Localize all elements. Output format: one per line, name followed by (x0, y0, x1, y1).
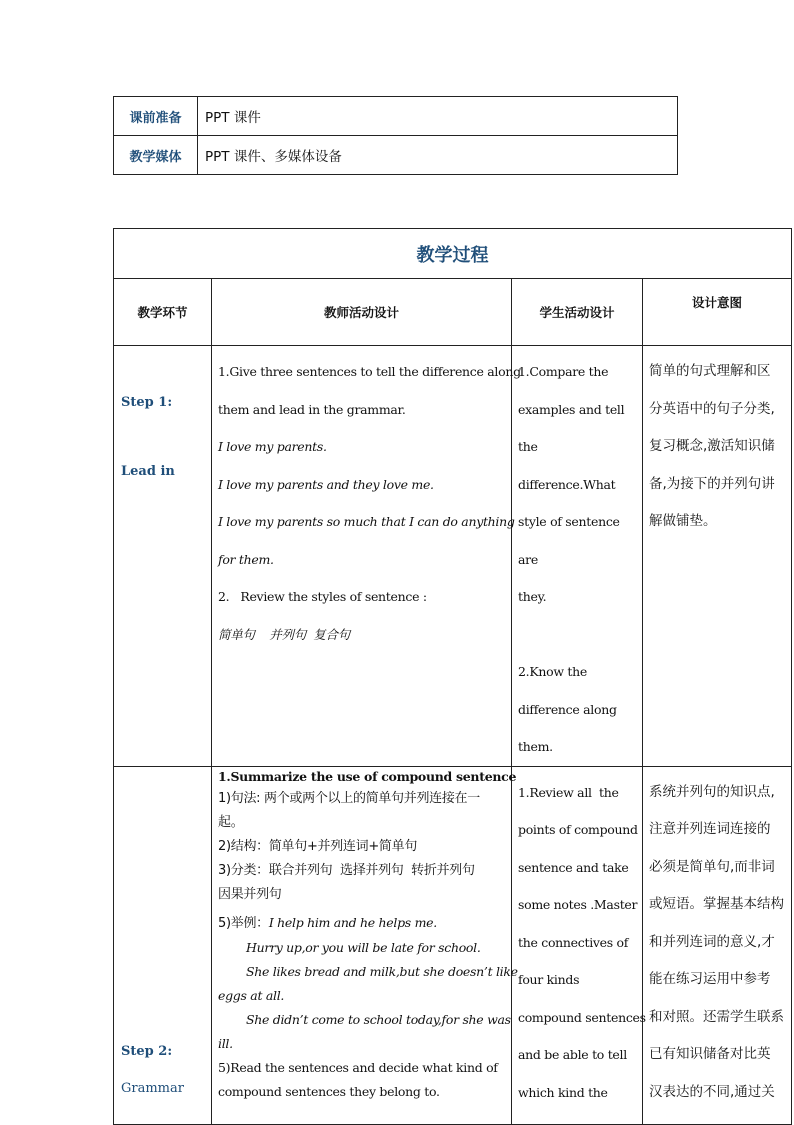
step1-intent-line: 简单的句式理解和区 (649, 363, 771, 379)
step2-intent-line: 系统并列句的知识点, (649, 783, 775, 800)
step1-teacher-line: them and lead in the grammar. (218, 401, 406, 417)
header-teacher: 教师活动设计 (212, 279, 512, 346)
step2-intent-line: 和并列连词的意义,才 (649, 933, 775, 950)
step1-student-line: examples and tell (518, 401, 625, 417)
step1-intent-line: 备,为接下的并列句讲 (649, 475, 775, 492)
step2-intent-line: 和对照。还需学生联系 (649, 1008, 784, 1025)
step1-teacher-line: 1.Give three sentences to tell the difference along (218, 364, 521, 379)
process-title: 教学过程 (114, 229, 792, 279)
step2-teacher-line: 1)句法: 两个或两个以上的简单句并列连接在一 (218, 790, 480, 806)
step2-intent-line: 必须是简单句,而非词 (649, 858, 775, 875)
media-value: PPT 课件、多媒体设备 (198, 136, 678, 175)
step2-student-line: points of compound (518, 822, 638, 837)
example-sentence: She didn’t come to school today,for she was (246, 1011, 511, 1027)
prep-table (113, 96, 678, 175)
step1-name: Lead in (121, 464, 175, 479)
step2-student-line: four kinds (518, 972, 580, 987)
step2-intent-cell (643, 766, 792, 1124)
step2-teacher-line: 5)Read the sentences and decide what kind of (218, 1059, 498, 1075)
media-label: 教学媒体 (114, 136, 198, 175)
sentence-types: 简单句 并列句 复合句 (218, 626, 350, 642)
step2-student-line: sentence and take (518, 859, 629, 875)
header-stage: 教学环节 (114, 279, 212, 346)
step2-name: Grammar (121, 1080, 184, 1096)
step1-intent-cell (643, 346, 792, 767)
prep-value: PPT 课件 (198, 97, 678, 136)
step2-stage-cell (114, 766, 212, 1124)
prep-row (114, 97, 678, 136)
prep-label: 课前准备 (114, 97, 198, 136)
step1-row (114, 346, 792, 767)
step2-intent-line: 注意并列连词连接的 (649, 821, 771, 837)
step1-label: Step 1: (121, 395, 173, 410)
step2-row (114, 766, 792, 1124)
step1-example: I love my parents and they love me. (218, 476, 434, 492)
step1-student-line: difference along (518, 701, 617, 717)
step1-student-line: 2.Know the (518, 664, 587, 679)
step1-student-line: style of sentence are (518, 514, 620, 567)
step2-teacher-line: compound sentences they belong to. (218, 1083, 440, 1099)
step2-teacher-line: 3)分类：联合并列句 选择并列句 转折并列句 (218, 862, 475, 878)
step1-intent-line: 分英语中的句子分类, (649, 400, 775, 417)
process-table (113, 228, 792, 1125)
example-sentence: eggs at all. (218, 987, 285, 1003)
media-row (114, 136, 678, 175)
example-sentence: ill. (218, 1035, 233, 1051)
step2-teacher-line: 起。 (218, 814, 244, 830)
step2-student-cell (512, 766, 646, 1124)
step2-intent-line: 已有知识储备对比英 (649, 1046, 771, 1062)
step2-teacher-line: 2)结构：简单句+并列连词+简单句 (218, 838, 418, 854)
step1-teacher-line: 2. Review the styles of sentence : (218, 589, 427, 604)
step2-student-line: some notes .Master (518, 897, 638, 912)
step1-example: I love my parents. (218, 439, 327, 454)
example-label: 5)举例： (218, 915, 269, 931)
step2-teacher-cell (212, 766, 518, 1124)
example-sentence: She likes bread and milk,but she doesn’t like (246, 963, 518, 979)
step1-example: I love my parents so much that I can do anything (218, 514, 515, 529)
example-sentence: Hurry up,or you will be late for school. (246, 939, 481, 955)
step1-student-line: the difference.What (518, 439, 616, 492)
step2-student-line: and be able to tell (518, 1047, 627, 1062)
step2-student-line: compound sentences (518, 1009, 646, 1025)
header-row (114, 279, 792, 346)
step2-intent-line: 或短语。掌握基本结构 (649, 896, 784, 912)
step1-teacher-cell (212, 346, 521, 767)
step2-student-line: 1.Review all the (518, 784, 619, 800)
step1-student-line: 1.Compare the (518, 364, 609, 379)
step2-student-line: the connectives of (518, 934, 629, 950)
step1-example: for them. (218, 551, 274, 567)
step1-intent-line: 解做铺垫。 (649, 513, 717, 529)
step1-student-cell (512, 346, 643, 767)
step2-teacher-line: 因果并列句 (218, 886, 282, 902)
step2-intent-line: 能在练习运用中参考 (649, 971, 771, 987)
example-sentence: I help him and he helps me. (268, 914, 437, 930)
header-intent: 设计意图 (643, 279, 792, 346)
header-student: 学生活动设计 (512, 279, 643, 346)
step1-student-line (518, 616, 638, 654)
step2-label: Step 2: (121, 1043, 173, 1059)
step2-teacher-heading: 1.Summarize the use of compound sentence (218, 768, 517, 784)
step2-intent-line: 汉表达的不同,通过关 (649, 1083, 775, 1100)
step2-student-line: which kind the (518, 1084, 608, 1100)
step1-student-line: them. (518, 739, 553, 754)
step1-student-line: they. (518, 589, 547, 604)
step2-example-line (218, 911, 505, 936)
step1-intent-line: 复习概念,激活知识储 (649, 438, 775, 454)
step1-stage-cell (114, 346, 212, 767)
